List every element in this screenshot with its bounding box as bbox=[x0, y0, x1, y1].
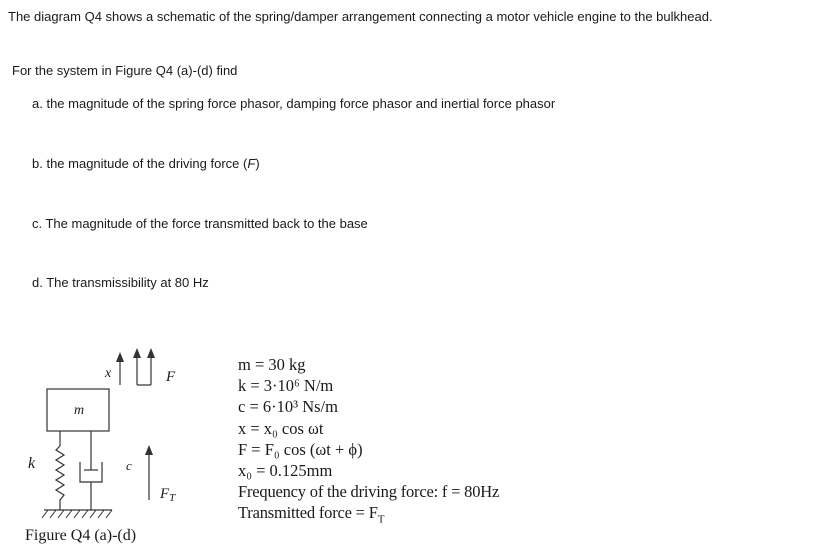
param-damping: c = 6·10³ Ns/m bbox=[238, 397, 338, 417]
question-b: b. the magnitude of the driving force (F) bbox=[32, 156, 260, 171]
param-mass: m = 30 kg bbox=[238, 355, 306, 374]
param-stiffness: k = 3·10⁶ N/m bbox=[238, 376, 334, 396]
param-force: F = F₀ cos (ωt + ϕ) bbox=[238, 439, 363, 459]
figure-caption: Figure Q4 (a)-(d) bbox=[25, 527, 137, 544]
force-arrowhead-2 bbox=[147, 348, 155, 358]
question-c: c. The magnitude of the force transmitted back to the base bbox=[32, 216, 368, 231]
mass-label: m bbox=[74, 403, 85, 418]
spring-label: k bbox=[28, 455, 36, 472]
driving-force-symbol: F bbox=[247, 156, 256, 171]
intro-text: The diagram Q4 shows a schematic of the spring/damper arrangement connecting a motor vehicle engine to the bulkhead. bbox=[8, 9, 713, 24]
question-a: a. the magnitude of the spring force phasor, damping force phasor and inertial force phasor bbox=[32, 96, 556, 111]
displacement-arrowhead bbox=[116, 352, 124, 362]
force-arrowhead-1 bbox=[133, 348, 141, 358]
displacement-label: x bbox=[105, 366, 112, 381]
param-transmitted-force: Transmitted force = $F_T$ bbox=[238, 503, 385, 526]
force-label: F bbox=[166, 369, 176, 385]
param-frequency: Frequency of the driving force: f = 80Hz bbox=[238, 482, 500, 502]
transmitted-force-label: $F_T$ bbox=[160, 486, 176, 504]
transmitted-force-arrowhead bbox=[145, 445, 153, 455]
param-amplitude: x₀ = 0.125mm bbox=[238, 461, 333, 481]
param-displacement: x = x₀ cos ωt bbox=[238, 418, 324, 438]
damper-label: c bbox=[126, 458, 132, 473]
parameter-list bbox=[238, 354, 499, 531]
spring-damper-schematic bbox=[0, 345, 230, 530]
prompt-text: For the system in Figure Q4 (a)-(d) find bbox=[12, 63, 238, 78]
question-d: d. The transmissibility at 80 Hz bbox=[32, 275, 209, 290]
spring-symbol bbox=[56, 446, 64, 510]
